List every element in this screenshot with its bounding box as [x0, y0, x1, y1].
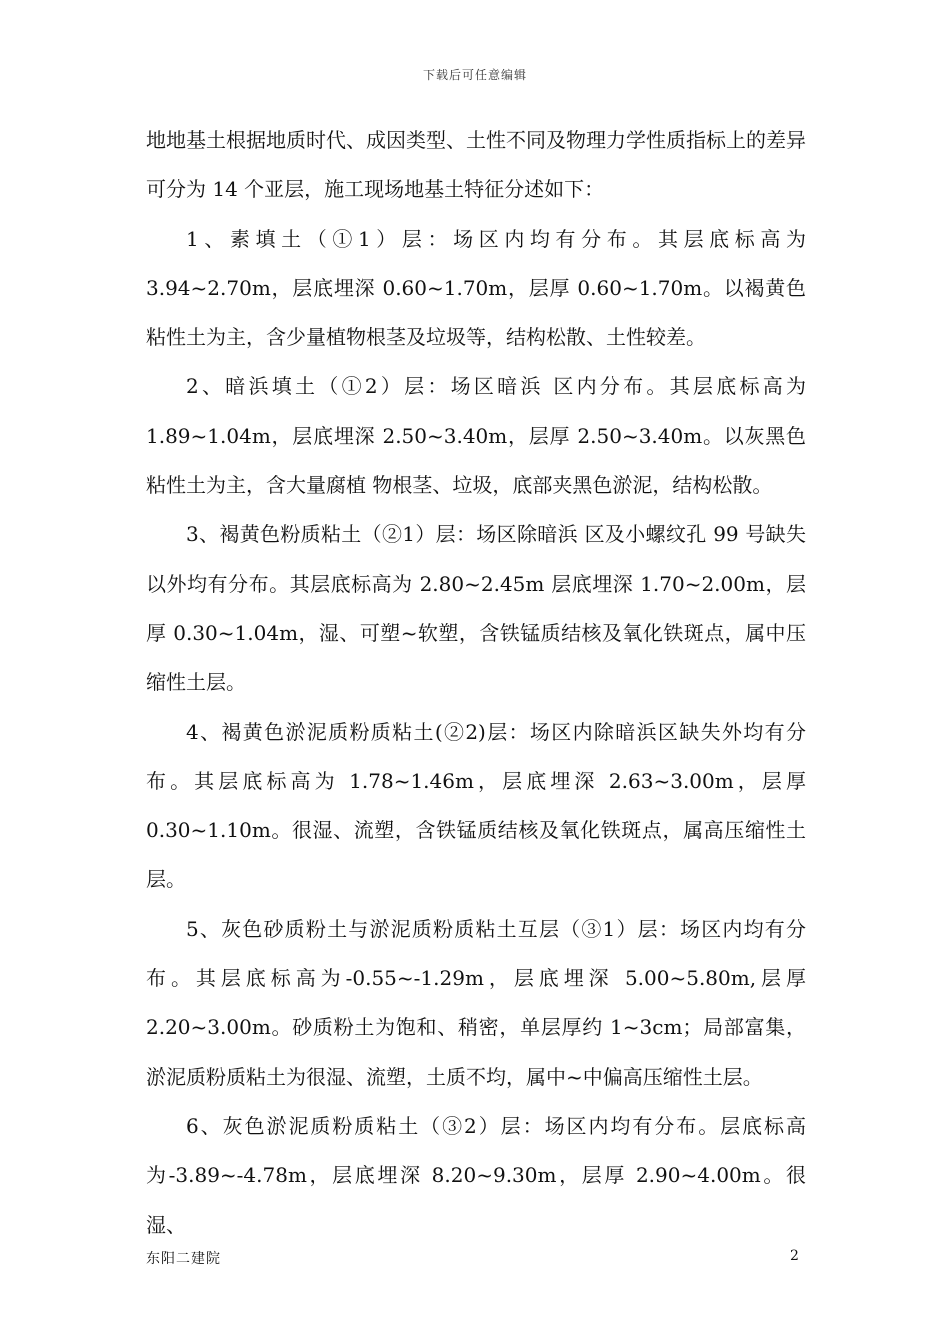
paragraph-layer-1-1: 1、素填土（①1）层：场区内均有分布。其层底标高为 3.94~2.70m，层底埋深 0.60~1.70m，层厚 0.60~1.70m。以褐黄色粘性土为主，含少量植物根茎及垃圾等，结构松散、土性较差。	[146, 226, 806, 350]
paragraph-layer-1-2: 2、暗浜填土（①2）层：场区暗浜 区内分布。其层底标高为 1.89~1.04m，层底埋深 2.50~3.40m，层厚 2.50~3.40m。以灰黑色粘性土为主，含大量腐植 物根茎、垃圾，底部夹黑色淤泥，结构松散。	[146, 374, 806, 498]
paragraph-intro: 地地基土根据地质时代、成因类型、土性不同及物理力学性质指标上的差异可分为 14 个亚层，施工现场地基土特征分述如下：	[146, 128, 806, 202]
paragraph-layer-3-2: 6、灰色淤泥质粉质粘土（③2）层：场区内均有分布。层底标高为-3.89~-4.78m，层底埋深 8.20~9.30m，层厚 2.90~4.00m。很湿、	[146, 1113, 806, 1237]
paragraph-layer-3-1: 5、灰色砂质粉土与淤泥质粉质粘土互层（③1）层：场区内均有分布。其层底标高为-0.55~-1.29m，层底埋深 5.00~5.80m,层厚 2.20~3.00m。砂质粉土为饱和、稍密，单层厚约 1~3cm；局部富集，淤泥质粉质粘土为很湿、流塑，土质不均，属中~中偏高压缩性土层。	[146, 916, 806, 1089]
footer-company: 东阳二建院	[146, 1251, 221, 1267]
paragraph-layer-2-1: 3、褐黄色粉质粘土（②1）层：场区除暗浜 区及小螺纹孔 99 号缺失以外均有分布。其层底标高为 2.80~2.45m 层底埋深 1.70~2.00m，层厚 0.30~1.04m，湿、可塑~软塑，含铁锰质结核及氧化铁斑点，属中压缩性土层。	[146, 522, 806, 695]
paragraph-layer-2-2: 4、褐黄色淤泥质粉质粘土(②2)层：场区内除暗浜区缺失外均有分布。其层底标高为 1.78~1.46m，层底埋深 2.63~3.00m，层厚 0.30~1.10m。很湿、流塑，含铁锰质结核及氧化铁斑点，属高压缩性土层。	[146, 719, 806, 892]
page-number: 2	[790, 1248, 799, 1264]
document-body	[146, 116, 806, 1250]
header-note: 下载后可任意编辑	[422, 68, 527, 82]
